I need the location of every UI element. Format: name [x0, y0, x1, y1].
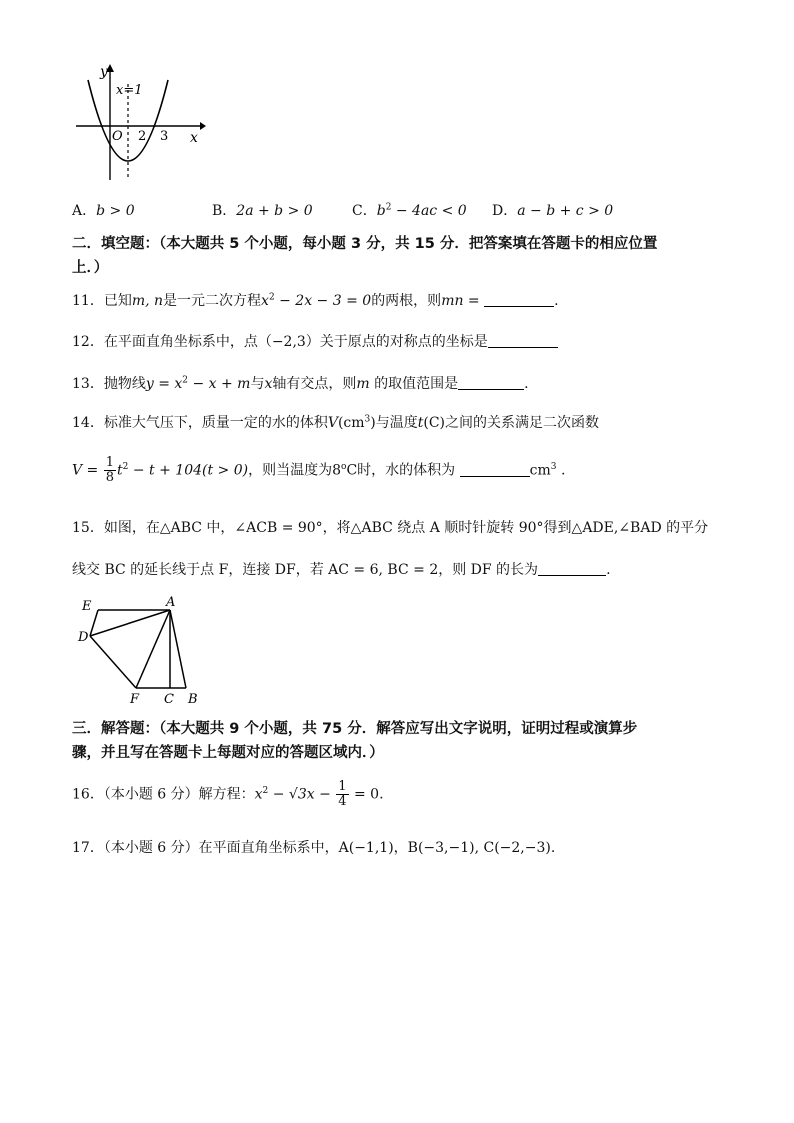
q16-rest2: = 0 [354, 786, 380, 803]
answer-blank-13[interactable] [458, 375, 524, 390]
q13-var: m [356, 376, 370, 392]
question-11: 11．已知m, n是一元二次方程$x^2 - 2x - 3 = 0$的两根，则mn = . [72, 292, 559, 309]
answer-blank-12[interactable] [488, 333, 558, 348]
q13-eq-y: y = x [145, 376, 183, 392]
question-17: 17．（本小题 6 分）在平面直角坐标系中，A(−1,1)，B(−3,−1), C(−2,−3). [72, 840, 556, 856]
point-e-label: E [82, 599, 92, 614]
symmetry-label: x=1 [116, 83, 143, 98]
question-15-line2 [72, 559, 611, 579]
q13-mid: 与 [250, 376, 265, 392]
q13-post: 的取值范围是 [369, 376, 459, 392]
x-axis-label: x [190, 130, 198, 146]
parabola-figure [72, 62, 208, 186]
q14-l1-post: 之间的关系满足二次函数 [445, 415, 600, 431]
q14-l2-temp-unit: C时，水的体积为 [346, 462, 456, 479]
question-15-line1: 15．如图，在△ABC 中，∠ACB = 90°，将△ABC 绕点 A 顺时针旋转 90°得到△ADE,∠BAD 的平分 [72, 520, 709, 536]
q14-l2-mid: ，则当温度为 [248, 462, 333, 479]
section2-title-line1: 二．填空题：（本大题共 5 个小题，每小题 3 分，共 15 分．把答案填在答题卡的相应位置 [72, 236, 658, 252]
q14-l1-t: t [417, 415, 424, 431]
question-14-line2: V = $\frac{1}{8}$ $t^2 - t + 104(t > 0)$，则当温度为8$^o$C时，水的体积为 $cm^3$ . [72, 455, 566, 485]
q16-end: . [379, 786, 384, 803]
q15-l2-pre: 线交 BC 的延长线于点 F，连接 DF，若 AC = 6, BC = 2，则 DF 的长为 [72, 562, 539, 578]
q16-frac-den: 4 [338, 794, 347, 809]
section2-title-line2: 上．） [72, 260, 109, 276]
answer-blank-11[interactable] [484, 292, 554, 307]
tick-2-label: 2 [138, 129, 147, 144]
option-b-text: 2a + b > 0 [236, 203, 313, 219]
q11-ask: mn = [441, 293, 480, 309]
option-d-text: a − b + c > 0 [517, 203, 614, 219]
section3-title-line1: 三．解答题：（本大题共 9 个小题，共 75 分．解答应写出文字说明，证明过程或演算步 [72, 721, 638, 737]
q13-mid2: 轴有交点，则 [272, 376, 357, 392]
q13-end: . [524, 376, 529, 392]
option-a-text: b > 0 [96, 203, 135, 219]
question-13: 13．抛物线$y = x^2 - x + m$与x轴有交点，则m 的取值范围是 . [72, 375, 529, 392]
q13-eq-rest: − x + m [188, 376, 251, 392]
q14-l1-tunit: (C) [423, 415, 446, 431]
option-a [72, 200, 135, 220]
q16-pre: 16．（本小题 6 分）解方程： [72, 786, 255, 803]
q11-mid: 是一元二次方程 [163, 293, 262, 309]
question-16: 16．（本小题 6 分）解方程：$x^2 - √3x$ − $\frac{1}{4}$ = 0. [72, 779, 384, 809]
q14-l1-unit-end: ) [370, 415, 376, 431]
q14-l2-v: V = [72, 462, 99, 479]
point-f-label: F [130, 692, 140, 707]
fraction-one-quarter [336, 780, 348, 809]
q11-eq-x: x [261, 293, 269, 309]
q14-l1-v: V [327, 415, 338, 431]
q11-pre: 11．已知 [72, 293, 132, 309]
answer-blank-14[interactable] [460, 462, 530, 477]
q14-l2-end: . [560, 462, 566, 479]
q12-text: 12．在平面直角坐标系中，点（−2,3）关于原点的对称点的坐标是 [72, 334, 488, 350]
q11-end: . [554, 293, 559, 309]
option-b-letter: B． [212, 203, 237, 219]
point-c-label: C [164, 692, 174, 707]
option-a-letter: A． [72, 203, 97, 219]
point-d-label: D [78, 630, 89, 645]
option-d-letter: D． [492, 203, 518, 219]
point-a-label: A [166, 596, 176, 610]
y-axis-label: y [100, 64, 108, 80]
q11-vars: m, n [131, 293, 164, 309]
origin-label: O [112, 129, 123, 144]
option-c-letter: C． [352, 203, 377, 219]
q16-frac-num: 1 [338, 779, 347, 794]
q11-post: 的两根，则 [371, 293, 442, 309]
option-c-text-pre: b [376, 203, 386, 219]
q14-frac-den: 8 [105, 470, 115, 485]
option-b [212, 200, 313, 220]
q14-l2-unit: cm [529, 462, 551, 479]
question-12 [72, 331, 558, 351]
option-c-text-post: − 4ac < 0 [391, 203, 467, 219]
answer-blank-15[interactable] [538, 561, 606, 576]
q16-x: x [254, 786, 263, 803]
tick-3-label: 3 [160, 129, 169, 144]
point-b-label: B [188, 692, 198, 707]
question-14-line1: 14．标准大气压下，质量一定的水的体积$V(cm^3)$与温度t(C)之间的关系满足二次函数 [72, 414, 600, 431]
q14-l2-temp: 8 [332, 462, 342, 479]
q14-l1-unit: (cm [337, 415, 365, 431]
section3-title-line2: 骤，并且写在答题卡上每题对应的答题区域内．） [72, 745, 384, 761]
q14-l2-t: t [117, 462, 123, 479]
option-d [492, 200, 613, 220]
triangle-figure [76, 596, 206, 708]
fraction-one-eighth [104, 456, 116, 485]
option-c: C．$b^2 - 4ac < 0$ [352, 202, 467, 219]
q15-l2-end: . [606, 562, 611, 578]
q13-pre: 13．抛物线 [72, 376, 146, 392]
q13-axis: x [264, 376, 273, 392]
q16-rest1: − √3x − [268, 786, 331, 803]
q11-eq-rest: − 2x − 3 = 0 [274, 293, 372, 309]
x-axis-arrow [200, 122, 206, 130]
q14-frac-num: 1 [105, 455, 115, 470]
q14-l2-rest: − t + 104(t > 0) [128, 462, 249, 479]
q14-l1-mid: 与温度 [375, 415, 418, 431]
q14-l1-pre: 14．标准大气压下，质量一定的水的体积 [72, 415, 328, 431]
